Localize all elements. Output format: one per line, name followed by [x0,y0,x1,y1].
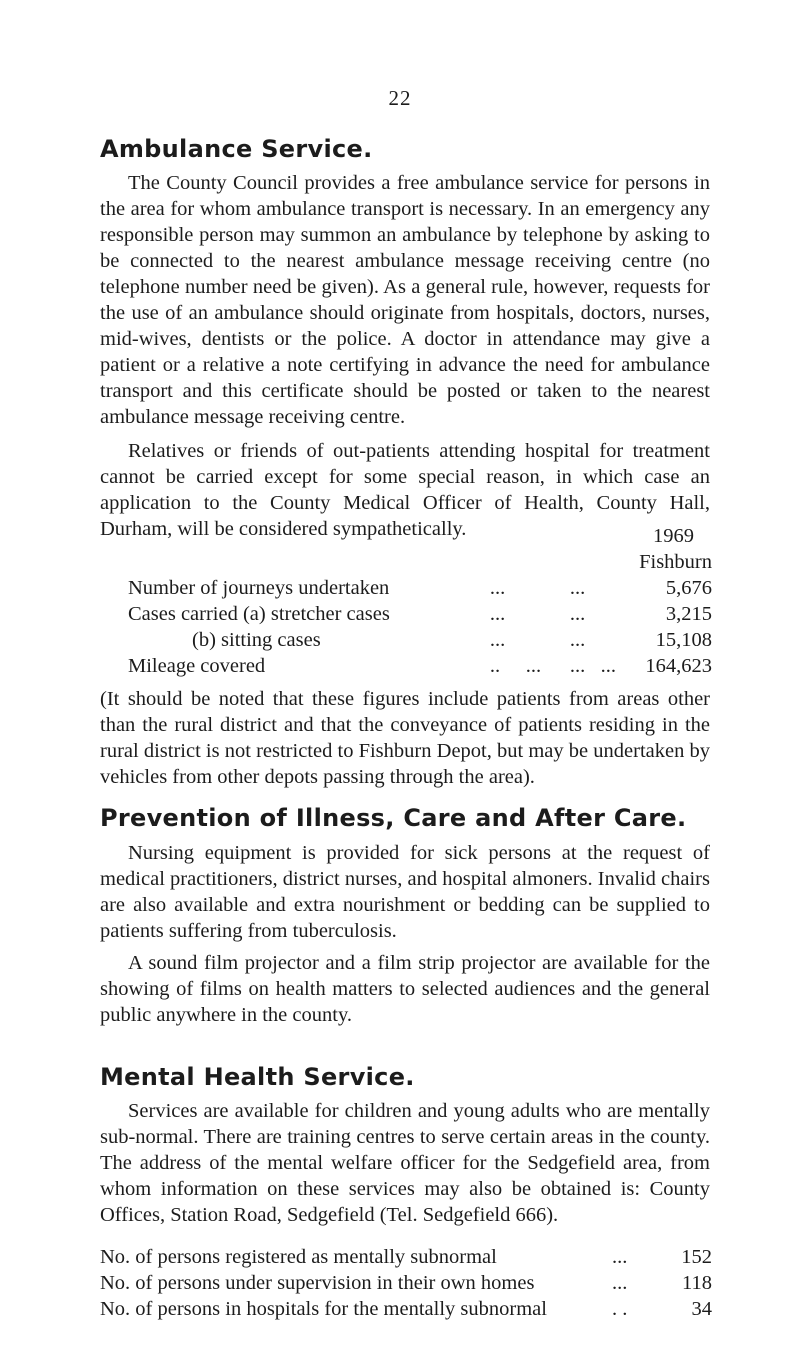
row-value: 3,215 [665,603,712,625]
row-value: 152 [681,1246,712,1268]
table-row [100,1296,712,1322]
mental-health-heading: Mental Health Service. [100,1063,415,1091]
row-leader: ... [489,629,506,651]
row-label: (b) sitting cases [192,629,321,651]
ambulance-paragraph-2: Relatives or friends of out-patients attending hospital for treatment cannot be carried except for some special reason, in which case an application to the County Medical Officer of Health, County Hall, Durham, will be considered sympathetically. [100,440,710,540]
row-label: Mileage covered [128,655,266,677]
table-row [100,575,712,601]
row-leader: . . [612,1298,628,1320]
row-label: No. of persons registered as mentally subnormal [100,1246,497,1268]
row-value: 118 [682,1272,712,1294]
ambulance-note: (It should be noted that these figures include patients from areas other than the rural district and that the conveyance of patients residing in the rural district is not restricted to Fishburn Depot, but may be undertaken by vehicles from other depots passing through the area). [100,688,710,788]
row-leader: ... [489,577,506,599]
page-number: 22 [388,86,412,110]
table-depot-header: Fishburn [639,551,712,573]
ambulance-heading: Ambulance Service. [100,135,373,163]
row-leader: .. ... [489,655,542,677]
row-label: Cases carried (a) stretcher cases [128,603,390,625]
table-header-row [100,523,712,549]
prevention-paragraph-2: A sound film projector and a film strip projector are available for the showing of films on health matters to selected audiences and the general public anywhere in the county. [100,952,710,1026]
row-label: Number of journeys undertaken [128,577,390,599]
row-value: 15,108 [655,629,712,651]
table-row [100,1244,712,1270]
row-leader: ... [569,629,586,651]
prevention-heading: Prevention of Illness, Care and After Care. [100,804,687,832]
row-leader: ... [612,1246,628,1268]
table-year-header: 1969 [653,525,694,547]
row-leader: ... [569,603,586,625]
ambulance-statistics-table [100,523,712,679]
row-value: 34 [691,1298,712,1320]
mental-health-paragraph-1: Services are available for children and young adults who are mentally sub-normal. There are training centres to serve certain areas in the county. The address of the mental welfare officer for the Sedgefield area, from whom information on these services may also be obtained is: County Offices, Station Road, Sedgefield (Tel. Sedgefield 666). [100,1100,710,1226]
table-row [100,601,712,627]
row-label: No. of persons in hospitals for the mentally subnormal [100,1298,547,1320]
row-value: 164,623 [645,655,712,677]
row-leader: ... ... [569,655,616,677]
table-row [100,627,712,653]
row-leader: ... [612,1272,628,1294]
prevention-paragraph-1: Nursing equipment is provided for sick persons at the request of medical practitioners, district nurses, and hospital almoners. Invalid chairs are also available and extra nourishment or bedding can be supplied to patients suffering from tuberculosis. [100,842,710,942]
mental-health-statistics-table [100,1244,712,1322]
table-header-row [100,549,712,575]
row-leader: ... [569,577,586,599]
row-leader: ... [489,603,506,625]
row-value: 5,676 [665,577,712,599]
ambulance-paragraph-1: The County Council provides a free ambulance service for persons in the area for whom ambulance transport is necessary. In an emergency any responsible person may summon an ambulance by telephone by asking to be connected to the nearest ambulance message receiving centre (no telephone number need be given). As a general rule, however, requests for the use of an ambulance should originate from hospitals, doctors, nurses, mid-wives, dentists or the police. A doctor in attendance may give a patient or a relative a note certifying in advance the need for ambulance transport and this certificate should be posted or taken to the nearest ambulance message receiving centre. [100,172,710,428]
table-row [100,653,712,679]
table-row [100,1270,712,1296]
row-label: No. of persons under supervision in their own homes [100,1272,535,1294]
